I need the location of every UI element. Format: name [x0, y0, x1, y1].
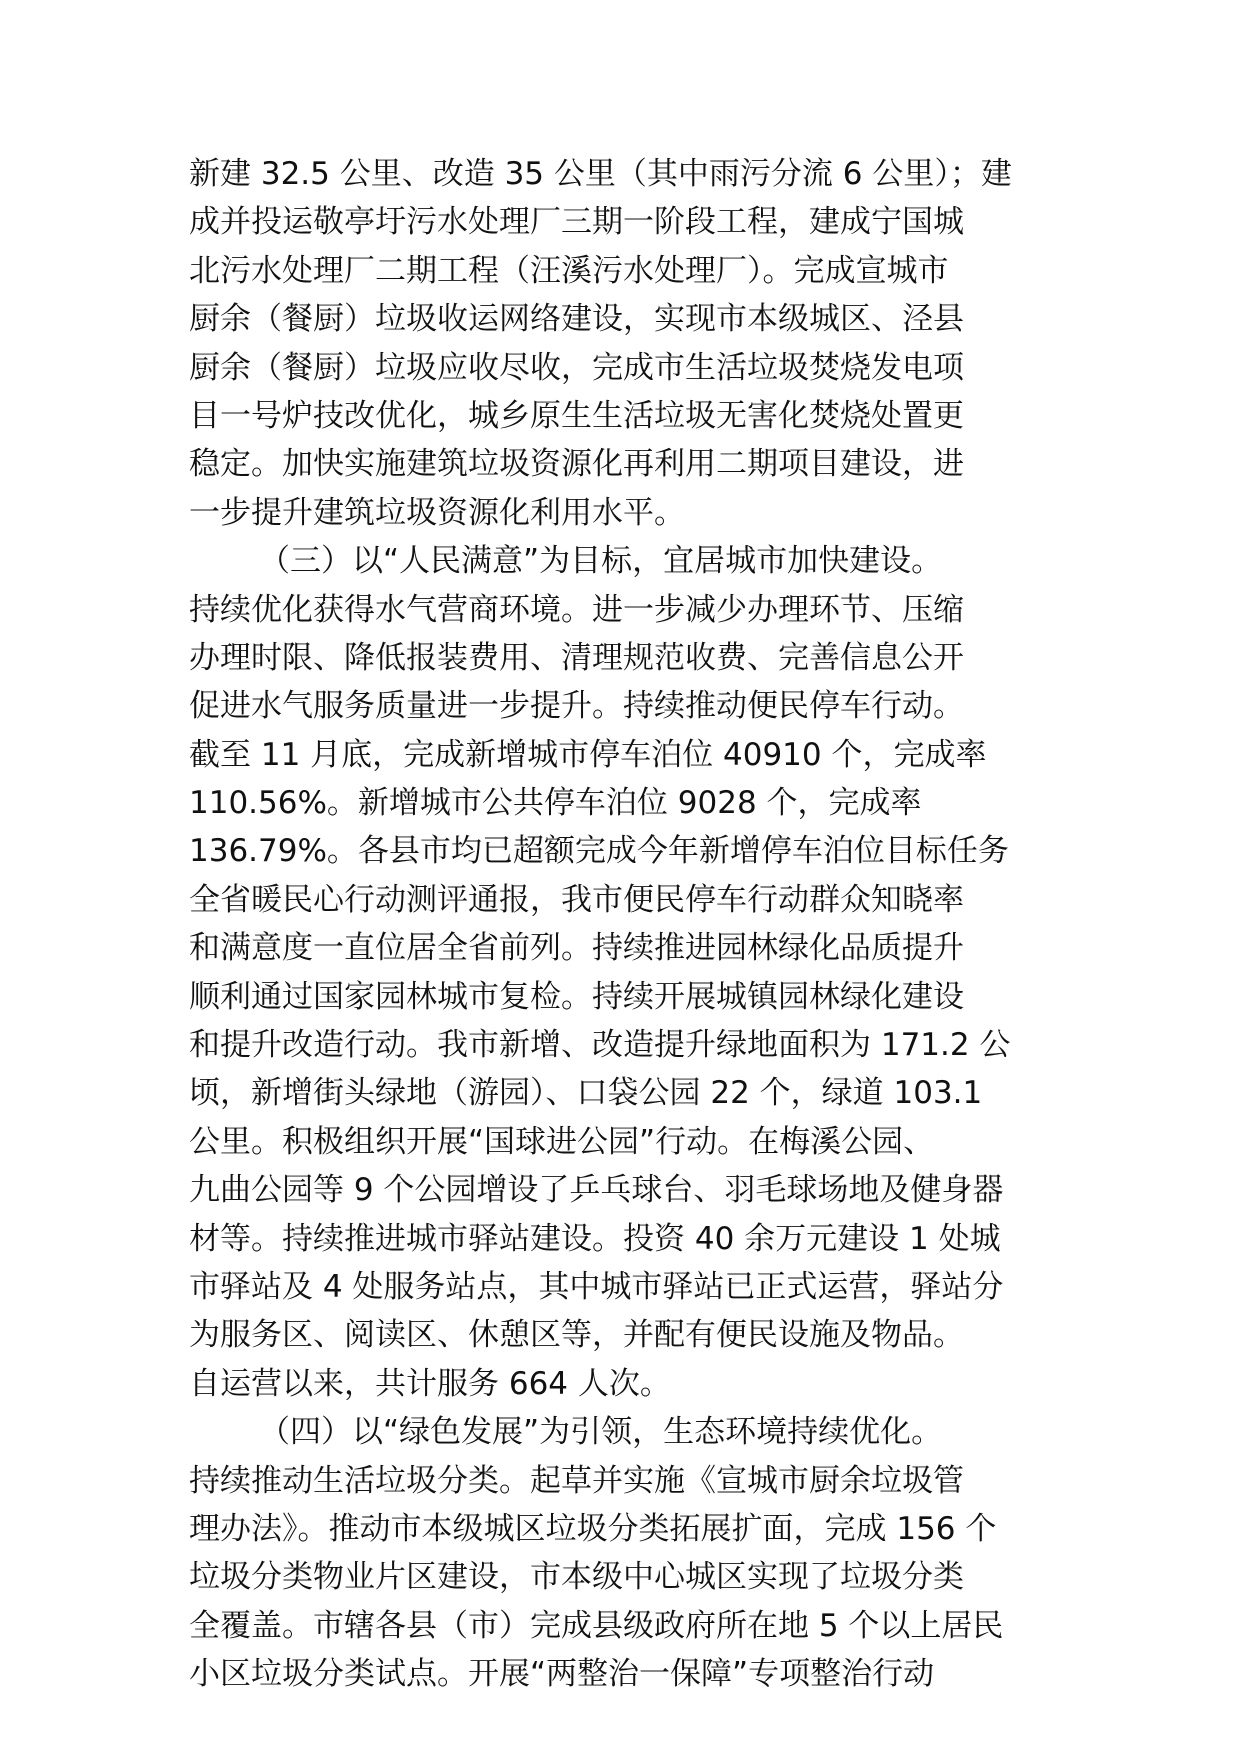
body-text-line: 办理时限、降低报装费用、清理规范收费、完善信息公开 — [189, 639, 964, 676]
body-text-line: 目一号炉技改优化，城乡原生生活垃圾无害化焚烧处置更 — [189, 397, 964, 434]
body-text-line: 和满意度一直位居全省前列。持续推进园林绿化品质提升 — [189, 930, 964, 967]
body-text-line: 垃圾分类物业片区建设，市本级中心城区实现了垃圾分类 — [189, 1559, 964, 1596]
body-text-line: 厨余（餐厨）垃圾收运网络建设，实现市本级城区、泾县 — [189, 301, 964, 338]
body-text-line: 全省暖民心行动测评通报，我市便民停车行动群众知晓率 — [189, 881, 964, 918]
document-body — [189, 150, 1061, 1699]
body-text-line: 小区垃圾分类试点。开展“两整治一保障”专项整治行动 — [189, 1656, 935, 1693]
body-text-line: 为服务区、阅读区、休憩区等，并配有便民设施及物品。 — [189, 1317, 964, 1354]
section-heading-line: （四）以“绿色发展”为引领，生态环境持续优化。 — [259, 1414, 943, 1451]
body-text-line: 理办法》。推动市本级城区垃圾分类拓展扩面，完成 156 个 — [189, 1510, 997, 1547]
body-text-line: 一步提升建筑垃圾资源化利用水平。 — [189, 494, 685, 531]
body-text-line: 持续推动生活垃圾分类。起草并实施《宣城市厨余垃圾管 — [189, 1462, 964, 1499]
body-text-line: 公里。积极组织开展“国球进公园”行动。在梅溪公园、 — [189, 1123, 935, 1160]
body-text-line: 自运营以来，共计服务 664 人次。 — [189, 1365, 671, 1402]
body-text-line: 截至 11 月底，完成新增城市停车泊位 40910 个，完成率 — [189, 736, 987, 773]
body-text-line: 新建 32.5 公里、改造 35 公里（其中雨污分流 6 公里）；建 — [189, 156, 1012, 192]
body-text-line: 材等。持续推进城市驿站建设。投资 40 余万元建设 1 处城 — [189, 1220, 1001, 1257]
body-text-line: 顺利通过国家园林城市复检。持续开展城镇园林绿化建设 — [189, 978, 964, 1015]
body-text-line: 市驿站及 4 处服务站点，其中城市驿站已正式运营，驿站分 — [189, 1268, 1004, 1305]
body-text-line: 持续优化获得水气营商环境。进一步减少办理环节、压缩 — [189, 591, 964, 628]
section-heading-line: （三）以“人民满意”为目标，宜居城市加快建设。 — [259, 543, 943, 580]
body-text-line: 促进水气服务质量进一步提升。持续推动便民停车行动。 — [189, 688, 964, 725]
body-text-line: 九曲公园等 9 个公园增设了乒乓球台、羽毛球场地及健身器 — [189, 1172, 1004, 1209]
body-text-line: 110.56%。新增城市公共停车泊位 9028 个，完成率 — [189, 785, 922, 822]
body-text-line: 厨余（餐厨）垃圾应收尽收，完成市生活垃圾焚烧发电项 — [189, 349, 964, 386]
body-text-line: 北污水处理厂二期工程（汪溪污水处理厂）。完成宣城市 — [189, 252, 949, 289]
body-text-line: 稳定。加快实施建筑垃圾资源化再利用二期项目建设，进 — [189, 446, 964, 483]
body-text-line: 和提升改造行动。我市新增、改造提升绿地面积为 171.2 公 — [189, 1027, 1011, 1064]
body-text-line: 成并投运敬亭圩污水处理厂三期一阶段工程，建成宁国城 — [189, 204, 964, 241]
body-text-line: 顷，新增街头绿地（游园）、口袋公园 22 个，绿道 103.1 — [189, 1075, 983, 1112]
body-text-line: 136.79%。各县市均已超额完成今年新增停车泊位目标任务 — [189, 833, 1009, 870]
body-text-line: 全覆盖。市辖各县（市）完成县级政府所在地 5 个以上居民 — [189, 1607, 1004, 1644]
